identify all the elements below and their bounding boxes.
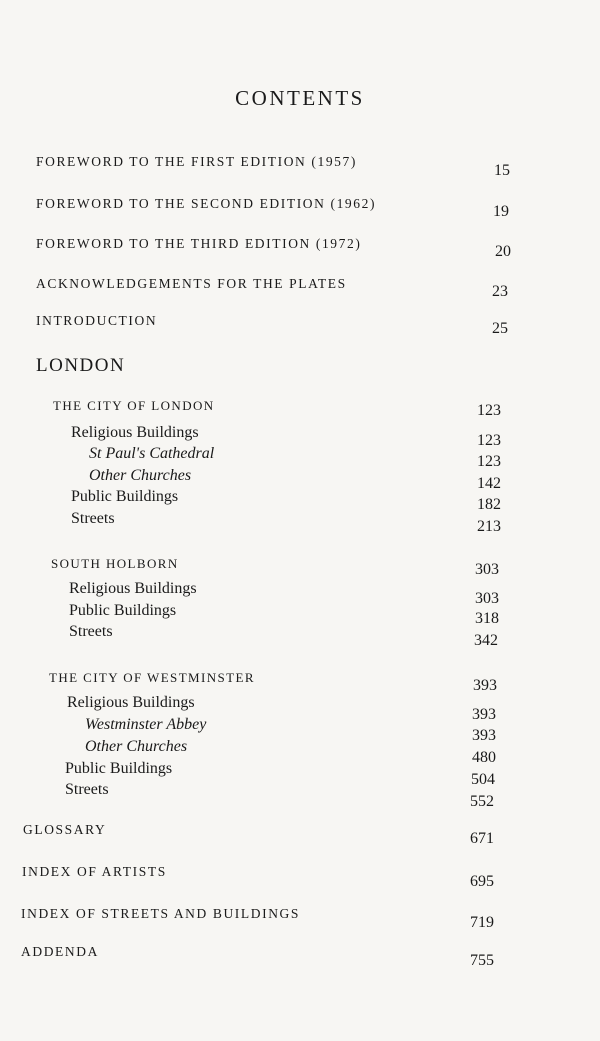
- section-south-holborn: SOUTH HOLBORN: [51, 556, 179, 571]
- subentry-label: Other Churches: [85, 738, 188, 755]
- subentry-label: Public Buildings: [65, 760, 173, 777]
- subentry-label: Streets: [69, 623, 113, 640]
- entry-page: 393: [472, 727, 496, 744]
- entry-page: 20: [495, 243, 511, 260]
- subentry-label: Other Churches: [89, 467, 192, 484]
- entry-page: 303: [475, 561, 499, 578]
- entry-foreword-second: FOREWORD TO THE SECOND EDITION (1962): [36, 196, 377, 211]
- entry-index-of-streets: INDEX OF STREETS AND BUILDINGS: [21, 906, 301, 921]
- entry-foreword-first: FOREWORD TO THE FIRST EDITION (1957): [36, 154, 357, 169]
- entry-addenda: ADDENDA: [21, 944, 99, 959]
- entry-page: 393: [472, 706, 496, 723]
- section-city-of-westminster: THE CITY OF WESTMINSTER: [49, 670, 255, 685]
- subentry-label: Streets: [65, 781, 109, 798]
- entry-page: 719: [470, 914, 494, 931]
- entry-page: 504: [471, 771, 495, 788]
- subentry-label: Religious Buildings: [71, 424, 199, 441]
- entry-page: 123: [477, 402, 501, 419]
- entry-page: 552: [470, 793, 494, 810]
- entry-page: 671: [470, 830, 494, 847]
- subentry-label: St Paul's Cathedral: [89, 445, 215, 462]
- subentry-label: Public Buildings: [69, 602, 177, 619]
- subentry-label: Religious Buildings: [69, 580, 197, 597]
- subentry-label: Westminster Abbey: [85, 716, 207, 733]
- entry-page: 303: [475, 590, 499, 607]
- section-city-of-london: THE CITY OF LONDON: [53, 398, 215, 413]
- subentry-label: Streets: [71, 510, 115, 527]
- entry-page: 213: [477, 518, 501, 535]
- entry-page: 23: [492, 283, 508, 300]
- entry-page: 19: [493, 203, 509, 220]
- entry-foreword-third: FOREWORD TO THE THIRD EDITION (1972): [36, 236, 362, 251]
- entry-page: 695: [470, 873, 494, 890]
- entry-acknowledgements: ACKNOWLEDGEMENTS FOR THE PLATES: [36, 276, 347, 291]
- entry-index-of-artists: INDEX OF ARTISTS: [22, 864, 167, 879]
- subentry-label: Religious Buildings: [67, 694, 195, 711]
- entry-page: 755: [470, 952, 494, 969]
- entry-page: 15: [494, 162, 510, 179]
- entry-page: 142: [477, 475, 501, 492]
- entry-page: 123: [477, 453, 501, 470]
- page-title: CONTENTS: [235, 86, 365, 110]
- entry-page: 480: [472, 749, 496, 766]
- entry-page: 393: [473, 677, 497, 694]
- entry-page: 182: [477, 496, 501, 513]
- entry-glossary: GLOSSARY: [23, 822, 107, 837]
- subentry-label: Public Buildings: [71, 488, 179, 505]
- entry-page: 123: [477, 432, 501, 449]
- london-heading: LONDON: [36, 355, 126, 376]
- entry-page: 342: [474, 632, 498, 649]
- entry-page: 25: [492, 320, 508, 337]
- entry-page: 318: [475, 610, 499, 627]
- entry-introduction: INTRODUCTION: [36, 313, 158, 328]
